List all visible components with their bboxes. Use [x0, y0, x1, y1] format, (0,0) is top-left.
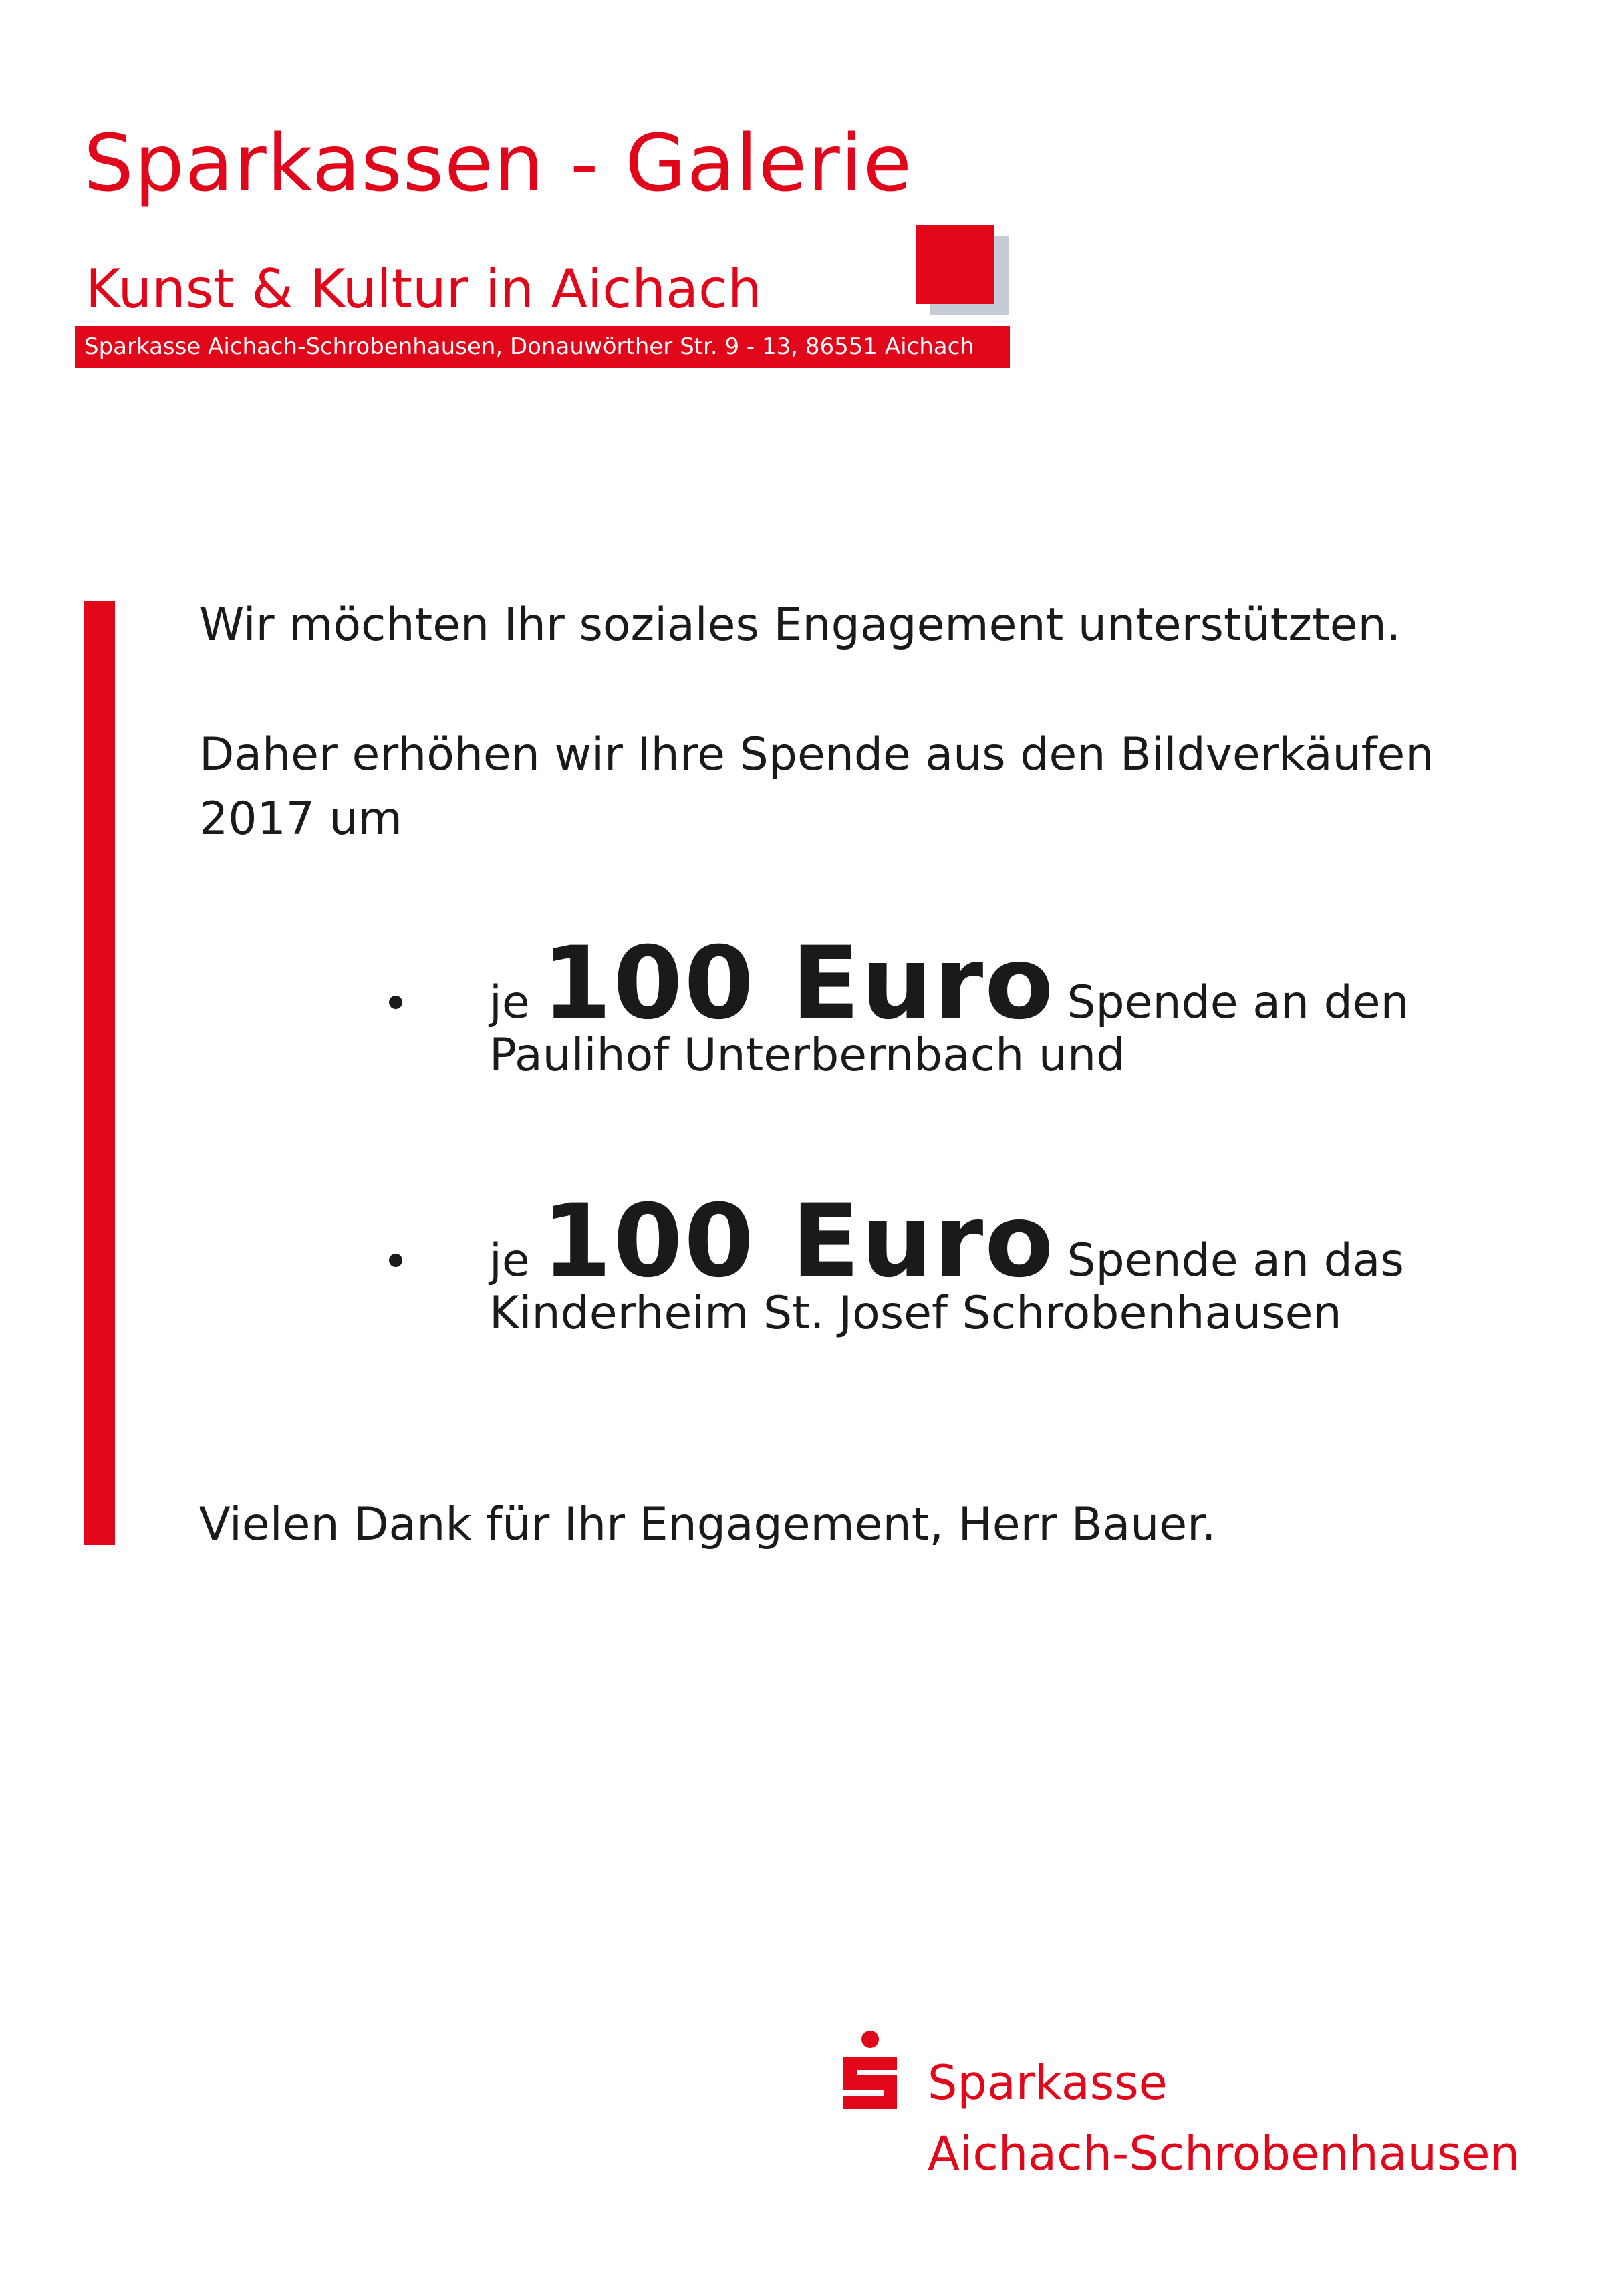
gallery-subtitle: Kunst & Kultur in Aichach — [86, 258, 762, 320]
intro-paragraph: Wir möchten Ihr soziales Engagement unterstützten. — [199, 599, 1401, 652]
donation-amount: 100 Euro — [541, 925, 1055, 1042]
donation-recipient: Kinderheim St. Josef Schrobenhausen — [489, 1287, 1342, 1340]
donation-item — [489, 1183, 1404, 1346]
donation-line — [489, 925, 1410, 1042]
bullet-dot-icon — [389, 996, 402, 1009]
donation-item — [489, 925, 1410, 1088]
donation-line — [489, 1183, 1404, 1300]
thanks-paragraph: Vielen Dank für Ihr Engagement, Herr Bauer. — [199, 1498, 1216, 1551]
donation-prefix: je — [489, 976, 530, 1029]
sparkasse-s-icon — [837, 2030, 904, 2117]
bullet-dot-icon — [389, 1254, 402, 1267]
donation-suffix: Spende an den — [1067, 976, 1410, 1029]
address-text: Sparkasse Aichach-Schrobenhausen, Donauwörther Str. 9 - 13, 86551 Aichach — [84, 333, 974, 360]
increase-line-1: Daher erhöhen wir Ihre Spende aus den Bildverkäufen — [199, 728, 1434, 781]
donation-suffix: Spende an das — [1067, 1234, 1404, 1287]
accent-bar — [84, 601, 115, 1545]
increase-paragraph — [199, 723, 1434, 851]
gallery-title: Sparkassen - Galerie — [84, 117, 913, 209]
red-square-logo-icon — [916, 225, 994, 304]
donation-amount: 100 Euro — [541, 1183, 1055, 1300]
footer-bank-place: Aichach-Schrobenhausen — [928, 2126, 1520, 2181]
donation-prefix: je — [489, 1234, 530, 1287]
address-bar — [75, 326, 1010, 368]
donation-recipient: Paulihof Unterbernbach und — [489, 1029, 1125, 1082]
footer-bank-name: Sparkasse — [928, 2055, 1168, 2110]
increase-line-2: 2017 um — [199, 793, 403, 845]
